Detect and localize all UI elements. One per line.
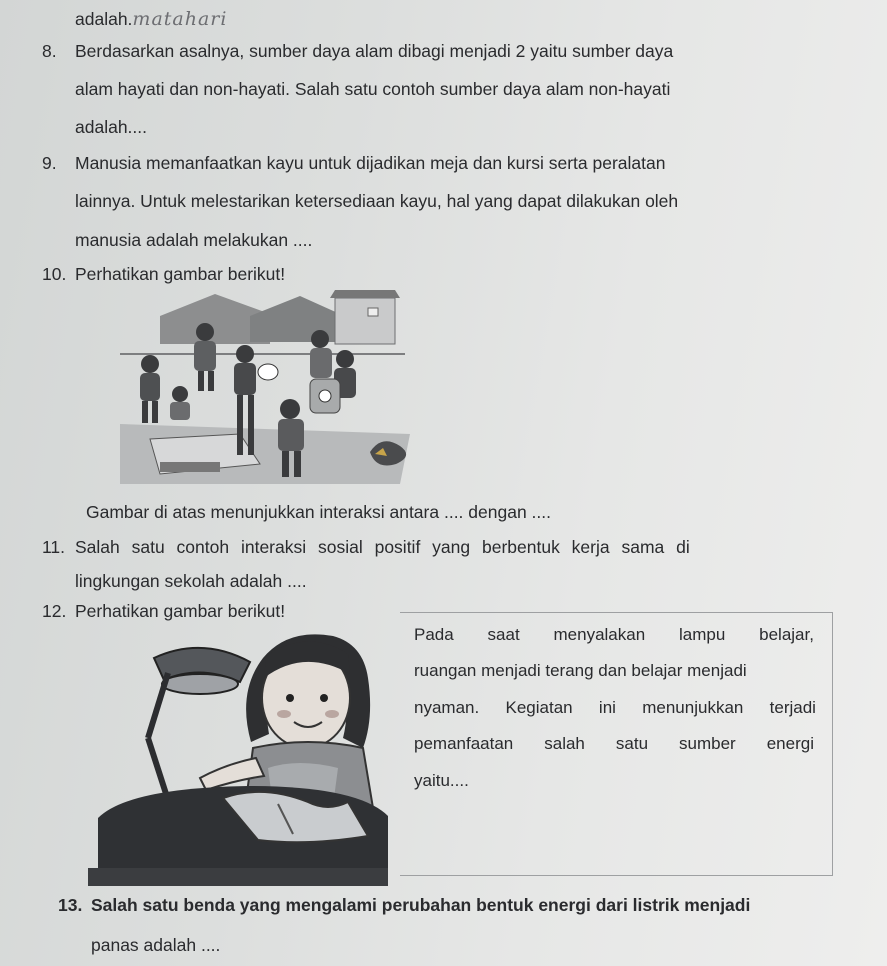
box-word: Kegiatan <box>505 698 573 717</box>
question-12-box-line-2: ruangan menjadi terang dan belajar menjadi <box>414 661 747 680</box>
question-10-number: 10. <box>42 264 67 284</box>
question-13-line-1 <box>58 894 750 916</box>
question-8-text-3: adalah.... <box>75 117 147 137</box>
question-8-line-1 <box>42 40 673 62</box>
question-8-text-1: Berdasarkan asalnya, sumber daya alam dibagi menjadi 2 yaitu sumber daya <box>75 41 674 61</box>
question-10-caption: Gambar di atas menunjukkan interaksi antara .... dengan .... <box>86 502 551 522</box>
question-11-text-2: lingkungan sekolah adalah .... <box>75 571 307 591</box>
question-11-text-1: Salah satu contoh interaksi sosial positif yang berbentuk kerja sama di <box>75 537 690 557</box>
box-word: saat <box>487 625 520 644</box>
box-word: lampu <box>679 625 726 644</box>
box-word: belajar, <box>759 625 814 644</box>
question-9-text-1: Manusia memanfaatkan kayu untuk dijadikan meja dan kursi serta peralatan <box>75 153 666 173</box>
box-word: satu <box>615 734 649 753</box>
question-9-text-2: lainnya. Untuk melestarikan ketersediaan kayu, hal yang dapat dilakukan oleh <box>75 191 679 211</box>
box-word: energi <box>766 734 814 753</box>
box-word: Pada <box>414 625 454 644</box>
schoolyard-illustration <box>120 284 420 484</box>
box-word: menyalakan <box>553 625 646 644</box>
girl-studying-lamp-illustration <box>88 618 388 886</box>
question-12-box-line-5: yaitu.... <box>414 771 469 790</box>
question-12-number: 12. <box>42 601 67 621</box>
previous-answer-text: adalah. <box>75 9 133 29</box>
question-10-intro-line <box>42 263 285 285</box>
question-13-number: 13. <box>58 895 83 915</box>
question-8-number: 8. <box>42 41 57 61</box>
box-word: menunjukkan <box>642 698 744 717</box>
question-12-intro: Perhatikan gambar berikut! <box>75 601 286 621</box>
box-word: pemanfaatan <box>414 734 514 753</box>
question-13-text-2: panas adalah .... <box>91 935 221 955</box>
question-9-text-3: manusia adalah melakukan .... <box>75 230 313 250</box>
question-11-number: 11. <box>42 537 66 557</box>
question-8-text-2: alam hayati dan non-hayati. Salah satu contoh sumber daya alam non-hayati <box>75 79 671 99</box>
box-word: ini <box>598 698 616 717</box>
box-word: nyaman. <box>414 698 480 717</box>
box-word: sumber <box>679 734 736 753</box>
question-10-intro: Perhatikan gambar berikut! <box>75 264 286 284</box>
question-12-box-line-4 <box>414 733 814 755</box>
question-11-line-1 <box>42 536 842 558</box>
question-12-box-line-1 <box>414 624 814 646</box>
box-word: salah <box>544 734 585 753</box>
question-9-line-1 <box>42 152 665 174</box>
handwritten-answer: matahari <box>132 8 228 30</box>
question-9-number: 9. <box>42 153 57 173</box>
question-13-text-1: Salah satu benda yang mengalami perubahan bentuk energi dari listrik menjadi <box>91 895 751 915</box>
box-word: terjadi <box>769 698 816 717</box>
previous-answer-line <box>75 8 227 30</box>
question-12-box-line-3 <box>414 697 816 719</box>
